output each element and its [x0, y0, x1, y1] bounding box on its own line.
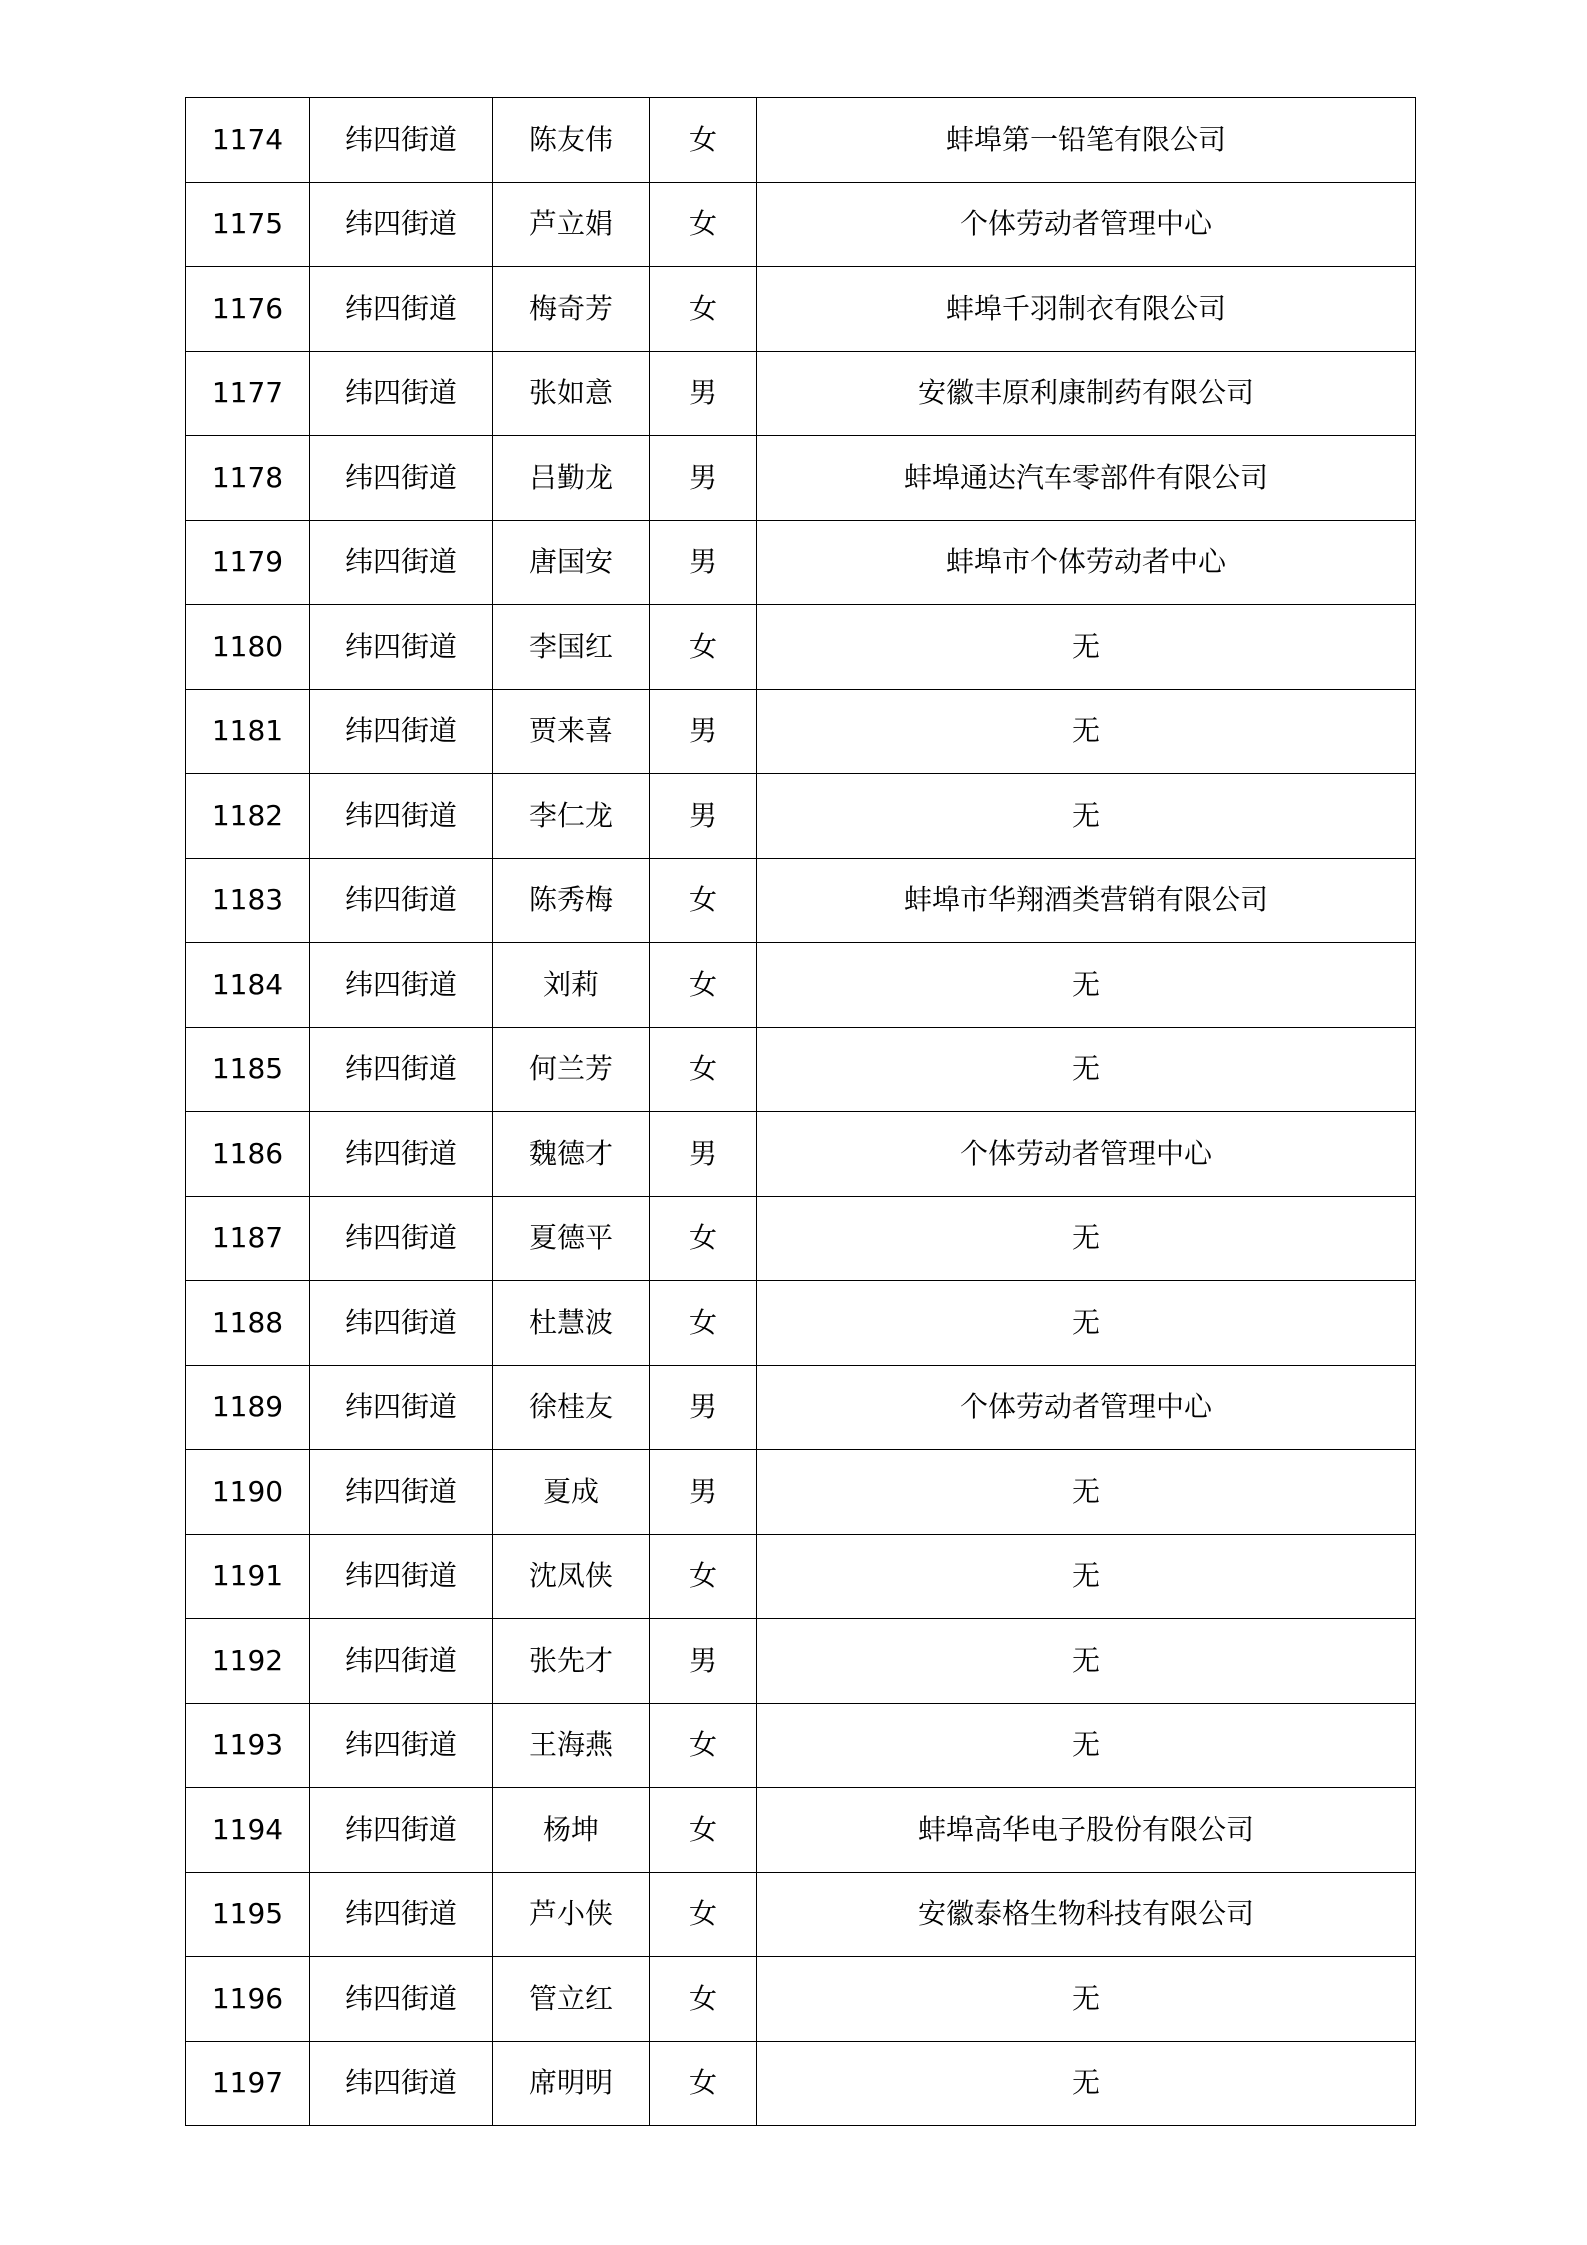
employer-cell: 无 — [757, 1196, 1416, 1281]
employer-cell: 安徽泰格生物科技有限公司 — [757, 1872, 1416, 1957]
street-cell: 纬四街道 — [310, 520, 493, 605]
person-name-cell: 杨坤 — [493, 1788, 650, 1873]
row-number-cell: 1190 — [186, 1450, 310, 1535]
row-number-cell: 1193 — [186, 1703, 310, 1788]
person-name-cell: 杜慧波 — [493, 1281, 650, 1366]
table-row — [186, 351, 1416, 436]
table-row — [186, 2041, 1416, 2126]
street-cell: 纬四街道 — [310, 1957, 493, 2042]
employer-cell: 无 — [757, 1450, 1416, 1535]
street-cell: 纬四街道 — [310, 1534, 493, 1619]
employer-cell: 安徽丰原利康制药有限公司 — [757, 351, 1416, 436]
row-number-cell: 1186 — [186, 1112, 310, 1197]
gender-cell: 女 — [650, 1957, 757, 2042]
gender-cell: 女 — [650, 2041, 757, 2126]
employer-cell: 无 — [757, 1027, 1416, 1112]
employer-cell: 蚌埠市华翔酒类营销有限公司 — [757, 858, 1416, 943]
table-row — [186, 858, 1416, 943]
street-cell: 纬四街道 — [310, 2041, 493, 2126]
gender-cell: 女 — [650, 1534, 757, 1619]
gender-cell: 男 — [650, 1450, 757, 1535]
table-row — [186, 1957, 1416, 2042]
table-row — [186, 98, 1416, 183]
street-cell: 纬四街道 — [310, 1703, 493, 1788]
row-number-cell: 1181 — [186, 689, 310, 774]
person-name-cell: 贾来喜 — [493, 689, 650, 774]
employer-cell: 无 — [757, 2041, 1416, 2126]
table-row — [186, 1534, 1416, 1619]
person-name-cell: 芦小侠 — [493, 1872, 650, 1957]
person-name-cell: 徐桂友 — [493, 1365, 650, 1450]
employer-cell: 无 — [757, 1534, 1416, 1619]
gender-cell: 男 — [650, 1619, 757, 1704]
street-cell: 纬四街道 — [310, 267, 493, 352]
table-row — [186, 774, 1416, 859]
employer-cell: 个体劳动者管理中心 — [757, 182, 1416, 267]
row-number-cell: 1178 — [186, 436, 310, 521]
gender-cell: 女 — [650, 605, 757, 690]
person-name-cell: 魏德才 — [493, 1112, 650, 1197]
gender-cell: 男 — [650, 774, 757, 859]
street-cell: 纬四街道 — [310, 1450, 493, 1535]
gender-cell: 男 — [650, 436, 757, 521]
table-row — [186, 1027, 1416, 1112]
person-name-cell: 席明明 — [493, 2041, 650, 2126]
gender-cell: 女 — [650, 182, 757, 267]
employer-cell: 个体劳动者管理中心 — [757, 1112, 1416, 1197]
person-name-cell: 李国红 — [493, 605, 650, 690]
street-cell: 纬四街道 — [310, 1196, 493, 1281]
gender-cell: 男 — [650, 1365, 757, 1450]
gender-cell: 女 — [650, 1196, 757, 1281]
street-cell: 纬四街道 — [310, 436, 493, 521]
employer-cell: 无 — [757, 774, 1416, 859]
table-row — [186, 1788, 1416, 1873]
gender-cell: 男 — [650, 689, 757, 774]
street-cell: 纬四街道 — [310, 1281, 493, 1366]
person-name-cell: 张先才 — [493, 1619, 650, 1704]
street-cell: 纬四街道 — [310, 943, 493, 1028]
row-number-cell: 1187 — [186, 1196, 310, 1281]
gender-cell: 女 — [650, 98, 757, 183]
table-row — [186, 436, 1416, 521]
employer-cell: 无 — [757, 1619, 1416, 1704]
street-cell: 纬四街道 — [310, 1112, 493, 1197]
employer-cell: 蚌埠高华电子股份有限公司 — [757, 1788, 1416, 1873]
table-row — [186, 1619, 1416, 1704]
row-number-cell: 1188 — [186, 1281, 310, 1366]
gender-cell: 女 — [650, 1788, 757, 1873]
employer-cell: 蚌埠通达汽车零部件有限公司 — [757, 436, 1416, 521]
employer-cell: 蚌埠第一铅笔有限公司 — [757, 98, 1416, 183]
person-name-cell: 何兰芳 — [493, 1027, 650, 1112]
table-row — [186, 1703, 1416, 1788]
row-number-cell: 1175 — [186, 182, 310, 267]
street-cell: 纬四街道 — [310, 182, 493, 267]
street-cell: 纬四街道 — [310, 98, 493, 183]
gender-cell: 女 — [650, 1872, 757, 1957]
person-name-cell: 沈凤侠 — [493, 1534, 650, 1619]
row-number-cell: 1185 — [186, 1027, 310, 1112]
table-row — [186, 689, 1416, 774]
person-name-cell: 梅奇芳 — [493, 267, 650, 352]
gender-cell: 女 — [650, 1703, 757, 1788]
row-number-cell: 1194 — [186, 1788, 310, 1873]
person-name-cell: 芦立娟 — [493, 182, 650, 267]
table-row — [186, 520, 1416, 605]
person-name-cell: 李仁龙 — [493, 774, 650, 859]
street-cell: 纬四街道 — [310, 1619, 493, 1704]
row-number-cell: 1195 — [186, 1872, 310, 1957]
employer-cell: 蚌埠千羽制衣有限公司 — [757, 267, 1416, 352]
employer-cell: 无 — [757, 1281, 1416, 1366]
table-row — [186, 943, 1416, 1028]
table-row — [186, 605, 1416, 690]
employer-cell: 个体劳动者管理中心 — [757, 1365, 1416, 1450]
row-number-cell: 1174 — [186, 98, 310, 183]
row-number-cell: 1196 — [186, 1957, 310, 2042]
employer-cell: 蚌埠市个体劳动者中心 — [757, 520, 1416, 605]
row-number-cell: 1191 — [186, 1534, 310, 1619]
street-cell: 纬四街道 — [310, 858, 493, 943]
row-number-cell: 1184 — [186, 943, 310, 1028]
street-cell: 纬四街道 — [310, 351, 493, 436]
gender-cell: 女 — [650, 858, 757, 943]
records-table — [185, 97, 1416, 2126]
row-number-cell: 1183 — [186, 858, 310, 943]
person-name-cell: 刘莉 — [493, 943, 650, 1028]
gender-cell: 女 — [650, 1281, 757, 1366]
table-row — [186, 1450, 1416, 1535]
person-name-cell: 吕勤龙 — [493, 436, 650, 521]
gender-cell: 男 — [650, 1112, 757, 1197]
row-number-cell: 1176 — [186, 267, 310, 352]
row-number-cell: 1192 — [186, 1619, 310, 1704]
table-row — [186, 1281, 1416, 1366]
table-row — [186, 267, 1416, 352]
person-name-cell: 张如意 — [493, 351, 650, 436]
records-table-body — [186, 98, 1416, 2126]
gender-cell: 男 — [650, 520, 757, 605]
table-row — [186, 1112, 1416, 1197]
street-cell: 纬四街道 — [310, 1872, 493, 1957]
row-number-cell: 1177 — [186, 351, 310, 436]
gender-cell: 女 — [650, 1027, 757, 1112]
person-name-cell: 管立红 — [493, 1957, 650, 2042]
person-name-cell: 夏成 — [493, 1450, 650, 1535]
street-cell: 纬四街道 — [310, 774, 493, 859]
table-row — [186, 1872, 1416, 1957]
person-name-cell: 陈友伟 — [493, 98, 650, 183]
street-cell: 纬四街道 — [310, 1788, 493, 1873]
employer-cell: 无 — [757, 1957, 1416, 2042]
person-name-cell: 唐国安 — [493, 520, 650, 605]
street-cell: 纬四街道 — [310, 1365, 493, 1450]
street-cell: 纬四街道 — [310, 1027, 493, 1112]
row-number-cell: 1197 — [186, 2041, 310, 2126]
table-row — [186, 1365, 1416, 1450]
row-number-cell: 1189 — [186, 1365, 310, 1450]
table-row — [186, 182, 1416, 267]
street-cell: 纬四街道 — [310, 605, 493, 690]
gender-cell: 女 — [650, 267, 757, 352]
person-name-cell: 夏德平 — [493, 1196, 650, 1281]
row-number-cell: 1180 — [186, 605, 310, 690]
row-number-cell: 1182 — [186, 774, 310, 859]
table-row — [186, 1196, 1416, 1281]
person-name-cell: 王海燕 — [493, 1703, 650, 1788]
person-name-cell: 陈秀梅 — [493, 858, 650, 943]
employer-cell: 无 — [757, 689, 1416, 774]
gender-cell: 男 — [650, 351, 757, 436]
employer-cell: 无 — [757, 943, 1416, 1028]
employer-cell: 无 — [757, 605, 1416, 690]
row-number-cell: 1179 — [186, 520, 310, 605]
gender-cell: 女 — [650, 943, 757, 1028]
street-cell: 纬四街道 — [310, 689, 493, 774]
employer-cell: 无 — [757, 1703, 1416, 1788]
